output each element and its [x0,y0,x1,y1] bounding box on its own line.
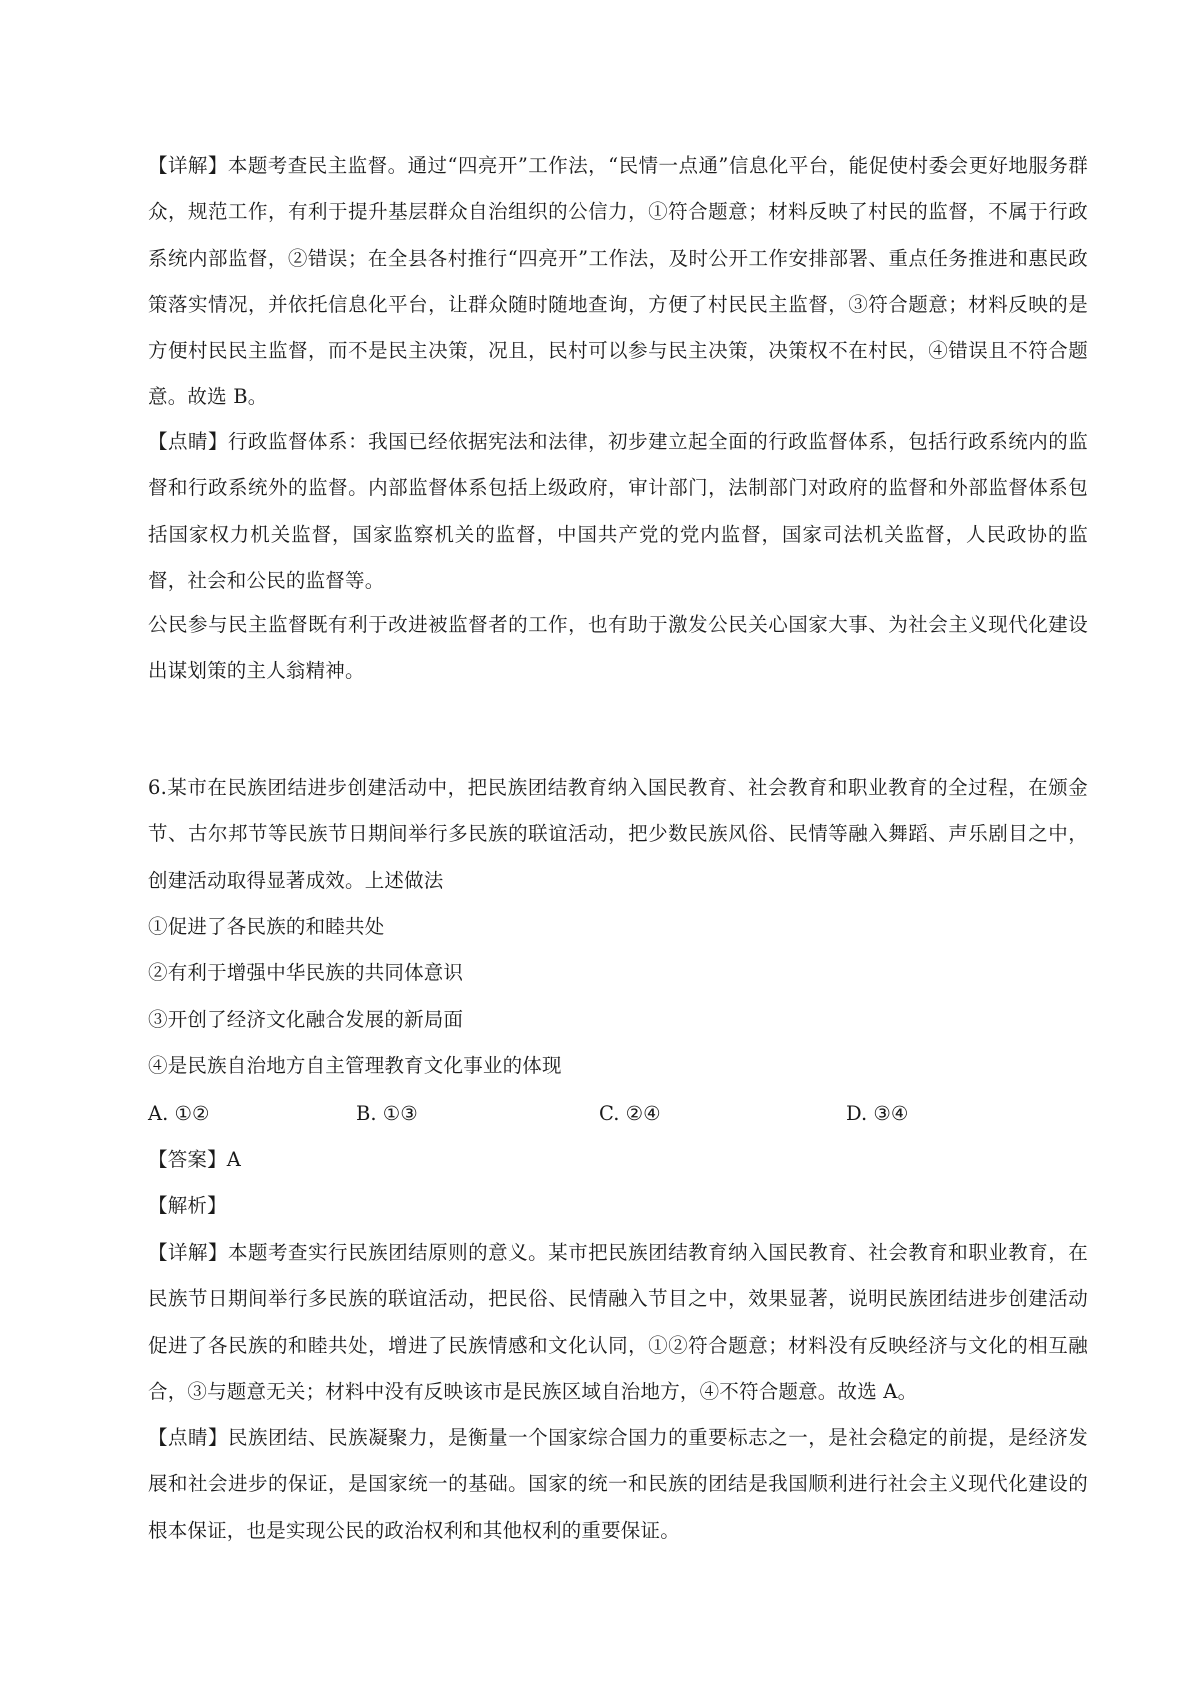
q5-detail [148,143,1088,418]
q5-detail-label: 【详解】 [148,154,228,177]
q5-note-extra [148,602,1088,695]
q6-item: ④是民族自治地方自主管理教育文化事业的体现 [148,1053,562,1077]
q6-detail [148,1230,1088,1415]
q5-note-label: 【点睛】 [148,430,229,453]
q6-note-paragraph [148,1415,1088,1554]
q5-detail-text: 本题考查民主监督。通过“四亮开”工作法，“民情一点通”信息化平台，能促使村委会更好地服务群众，规范工作，有利于提升基层群众自治组织的公信力，①符合题意；材料反映了村民的监督，不属于行政系统内部监督，②错误；在全县各村推行“四亮开”工作法，及时公开工作安排部署、重点任务推进和惠民政策落实情况，并依托信息化平台，让群众随时随地查询，方便了村民民主监督，③符合题意；材料反映的是方便村民民主监督，而不是民主决策，况且，民村可以参与民主决策，决策权不在村民，④错误且不符合题意。故选 B。 [148,154,1088,409]
q5-note-extra-text: 公民参与民主监督既有利于改进被监督者的工作，也有助于激发公民关心国家大事、为社会主义现代化建设出谋划策的主人翁精神。 [148,613,1088,683]
q6-detail-text: 本题考查实行民族团结原则的意义。某市把民族团结教育纳入国民教育、社会教育和职业教育，在民族节日期间举行多民族的联谊活动，把民俗、民情融入节目之中，效果显著，说明民族团结进步创建活动促进了各民族的和睦共处，增进了民族情感和文化认同，①②符合题意；材料没有反映经济与文化的相互融合，③与题意无关；材料中没有反映该市是民族区域自治地方，④不符合题意。故选 A。 [148,1241,1088,1403]
q6-stem-text: 6.某市在民族团结进步创建活动中，把民族团结教育纳入国民教育、社会教育和职业教育的全过程，在颁金节、古尔邦节等民族节日期间举行多民族的联谊活动，把少数民族风俗、民情等融入舞蹈、声乐剧目之中，创建活动取得显著成效。上述做法 [148,776,1088,892]
q5-note [148,419,1088,604]
q6-note-text: 民族团结、民族凝聚力，是衡量一个国家综合国力的重要标志之一，是社会稳定的前提，是经济发展和社会进步的保证，是国家统一的基础。国家的统一和民族的团结是我国顺利进行社会主义现代化建设的根本保证，也是实现公民的政治权利和其他权利的重要保证。 [148,1426,1088,1542]
q6-detail-label: 【详解】 [148,1241,229,1264]
q6-stem [148,765,1088,904]
q6-option-b: B. ①③ [356,1102,418,1125]
q6-detail-paragraph [148,1230,1088,1415]
q6-answer-block [148,1137,1088,1229]
q6-option-a: A. ①② [148,1102,210,1125]
q6-item: ②有利于增强中华民族的共同体意识 [148,961,464,985]
q5-note-paragraph [148,419,1088,604]
q5-detail-paragraph [148,143,1088,421]
q6-answer: 【答案】A [148,1148,242,1171]
q6-item: ①促进了各民族的和睦共处 [148,915,385,938]
q6-option-d: D. ③④ [846,1102,909,1125]
q6-note-label: 【点睛】 [148,1426,229,1449]
q6-items [148,904,1088,1090]
q5-note-text: 行政监督体系：我国已经依据宪法和法律，初步建立起全面的行政监督体系，包括行政系统内的监督和行政系统外的监督。内部监督体系包括上级政府，审计部门，法制部门对政府的监督和外部监督体系包括国家权力机关监督，国家监察机关的监督，中国共产党的党内监督，国家司法机关监督，人民政协的监督，社会和公民的监督等。 [148,430,1088,592]
q6-option-c: C. ②④ [599,1102,661,1125]
q6-options [148,1091,1088,1137]
q6-note [148,1415,1088,1554]
q6-analysis-label: 【解析】 [148,1194,227,1218]
q6-item: ③开创了经济文化融合发展的新局面 [148,1007,464,1031]
